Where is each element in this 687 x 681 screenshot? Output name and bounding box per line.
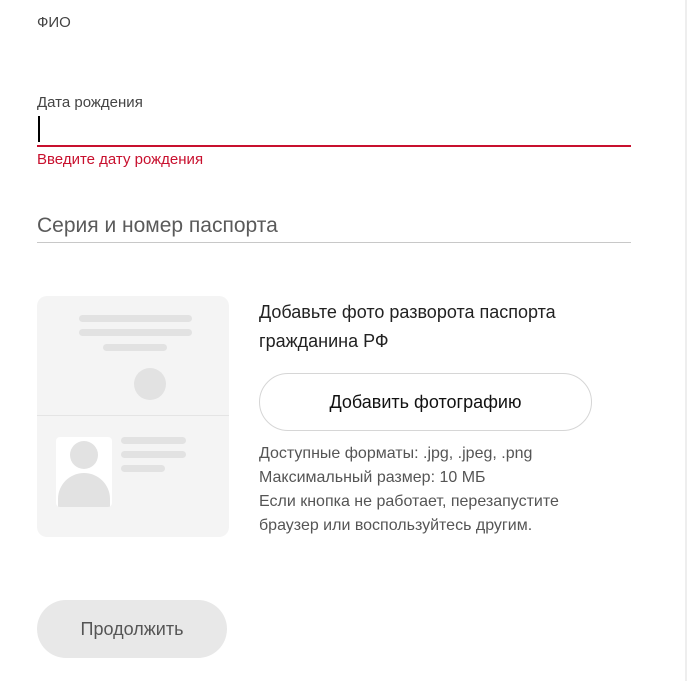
upload-title-line: Добавьте фото разворота паспорта: [259, 302, 556, 322]
upload-info-line: Максимальный размер: 10 МБ: [259, 469, 486, 486]
birth-date-input[interactable]: [37, 114, 631, 142]
add-photo-button[interactable]: Добавить фотографию: [259, 373, 592, 431]
passport-fold-divider: [37, 415, 229, 416]
placeholder-line: [121, 451, 186, 458]
placeholder-line: [121, 465, 165, 472]
birth-date-label: Дата рождения: [37, 94, 143, 111]
fio-label: ФИО: [37, 14, 71, 31]
placeholder-line: [79, 315, 192, 322]
upload-info-line: Доступные форматы: .jpg, .jpeg, .png: [259, 445, 533, 462]
birth-date-error: Введите дату рождения: [37, 151, 204, 168]
placeholder-line: [121, 437, 186, 444]
person-head: [70, 441, 98, 469]
placeholder-seal: [134, 368, 166, 400]
passport-number-input[interactable]: [37, 211, 631, 241]
upload-info-line: браузер или воспользуйтесь другим.: [259, 517, 533, 534]
placeholder-line: [103, 344, 167, 351]
text-caret: [38, 116, 40, 142]
continue-button[interactable]: Продолжить: [37, 600, 227, 658]
upload-info: [259, 442, 659, 538]
upload-title: [259, 298, 639, 356]
person-photo-icon: [56, 437, 112, 507]
passport-number-field[interactable]: [37, 211, 631, 243]
birth-date-field[interactable]: [37, 114, 631, 147]
placeholder-line: [79, 329, 192, 336]
passport-placeholder-icon: [37, 296, 229, 537]
upload-info-line: Если кнопка не работает, перезапустите: [259, 493, 559, 510]
upload-title-line: гражданина РФ: [259, 331, 389, 351]
person-body: [58, 473, 110, 507]
